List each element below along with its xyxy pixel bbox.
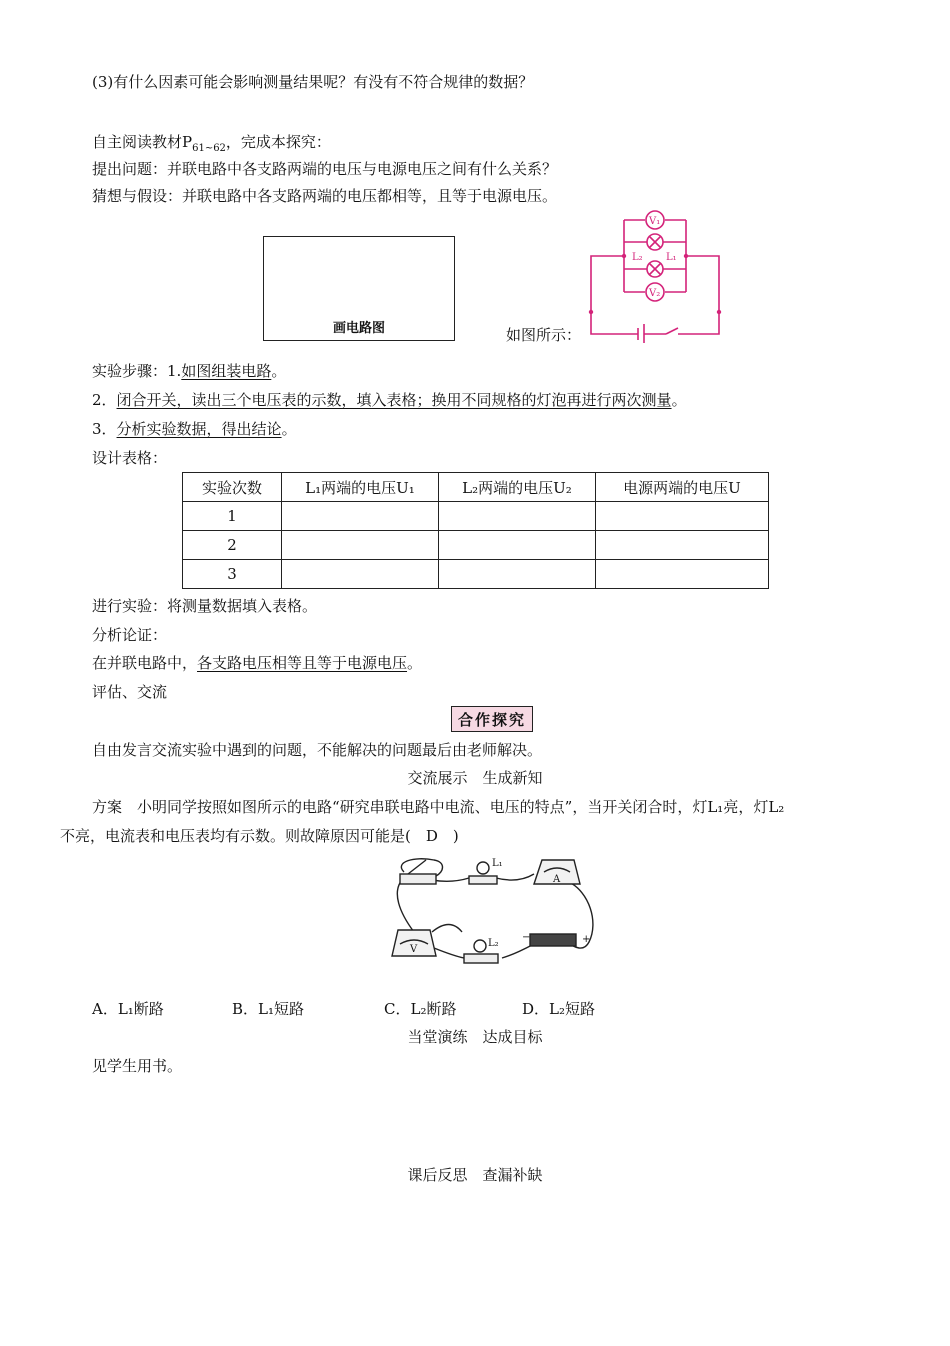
step-2 <box>92 390 687 410</box>
step-3-answer: 分析实验数据，得出结论 <box>116 420 282 438</box>
step-1-answer: 如图组装电路 <box>181 362 272 380</box>
step-3-end: 。 <box>281 420 297 438</box>
step-2-prefix: 2． <box>92 391 117 409</box>
question-text: 提出问题：并联电路中各支路两端的电压与电源电压之间有什么关系？ <box>92 160 558 178</box>
header-u1: L₁两端的电压U₁ <box>282 473 439 502</box>
conclusion-answer: 各支路电压相等且等于电源电压 <box>197 654 408 672</box>
step-2-end: 。 <box>671 391 687 409</box>
step-1-prefix: 实验步骤：1. <box>92 362 182 380</box>
draw-circuit-box <box>263 236 455 341</box>
section-reflection-title: 课后反思 查漏补缺 <box>407 1166 543 1184</box>
bulb-l1-label: L₁ <box>492 858 503 869</box>
table-cell: 3 <box>183 560 282 589</box>
table-header-row <box>183 473 769 502</box>
table-cell <box>439 531 596 560</box>
table-cell: 2 <box>183 531 282 560</box>
section-practice-title: 当堂演练 达成目标 <box>407 1028 543 1046</box>
battery-plus: + <box>582 934 591 945</box>
option-a: A．L₁断路 <box>92 1000 164 1018</box>
evaluate-label: 评估、交流 <box>92 683 168 701</box>
table-row <box>183 502 769 531</box>
parallel-circuit-diagram <box>586 208 726 343</box>
table-cell <box>439 560 596 589</box>
step-1-end: 。 <box>271 362 287 380</box>
v2-label: V₂ <box>649 288 661 299</box>
section-exchange-title: 交流展示 生成新知 <box>407 769 543 787</box>
table-cell <box>439 502 596 531</box>
plan-line-2: 不亮，电流表和电压表均有示数。则故障原因可能是( D ) <box>60 827 459 845</box>
see-book-text: 见学生用书。 <box>92 1057 183 1075</box>
table-cell <box>282 560 439 589</box>
page-range: 61~62 <box>192 143 226 154</box>
free-talk-text: 自由发言交流实验中遇到的问题，不能解决的问题最后由老师解决。 <box>92 741 543 759</box>
series-circuit-diagram <box>384 852 602 976</box>
option-c: C．L₂断路 <box>384 1000 457 1018</box>
battery-minus: − <box>522 932 531 943</box>
cooperation-badge: 合作探究 <box>451 706 533 732</box>
table-cell: 1 <box>183 502 282 531</box>
table-row <box>183 560 769 589</box>
conduct-text: 进行实验：将测量数据填入表格。 <box>92 597 318 615</box>
l2-label: L₂ <box>632 252 643 263</box>
analysis-label: 分析论证： <box>92 626 168 644</box>
read-instruction <box>92 132 331 159</box>
option-b: B．L₁短路 <box>232 1000 304 1018</box>
option-d: D．L₂短路 <box>522 1000 596 1018</box>
header-u2: L₂两端的电压U₂ <box>439 473 596 502</box>
voltmeter-label: V <box>410 944 418 955</box>
header-trial: 实验次数 <box>183 473 282 502</box>
table-row <box>183 531 769 560</box>
read-text: 自主阅读教材P <box>92 133 193 151</box>
ammeter-label: A <box>553 874 561 885</box>
step-3-prefix: 3． <box>92 420 117 438</box>
read-tail: ，完成本探究： <box>225 133 331 151</box>
plan-line-1: 方案 小明同学按照如图所示的电路“研究串联电路中电流、电压的特点”，当开关闭合时，灯L₁亮，灯L₂ <box>92 798 785 816</box>
bulb-l2-label: L₂ <box>488 938 499 949</box>
design-table-label: 设计表格： <box>92 449 168 467</box>
v1-label: V₁ <box>649 216 661 227</box>
table-cell <box>596 560 769 589</box>
header-u: 电源两端的电压U <box>596 473 769 502</box>
table-cell <box>596 531 769 560</box>
step-1 <box>92 361 286 381</box>
conclusion-line <box>92 653 422 673</box>
hypothesis-text: 猜想与假设：并联电路中各支路两端的电压都相等，且等于电源电压。 <box>92 187 558 205</box>
table-cell <box>282 502 439 531</box>
conclusion-end: 。 <box>407 654 423 672</box>
draw-circuit-label: 画电路图 <box>332 321 385 336</box>
question-3-text: (3)有什么因素可能会影响测量结果呢？有没有不符合规律的数据？ <box>92 73 534 91</box>
table-cell <box>282 531 439 560</box>
data-table <box>182 472 769 589</box>
step-2-answer: 闭合开关，读出三个电压表的示数，填入表格；换用不同规格的灯泡再进行两次测量 <box>116 391 672 409</box>
l1-label: L₁ <box>666 252 677 263</box>
conclusion-prefix: 在并联电路中， <box>92 654 198 672</box>
step-3 <box>92 419 297 439</box>
table-cell <box>596 502 769 531</box>
figure-caption: 如图所示： <box>506 326 582 344</box>
